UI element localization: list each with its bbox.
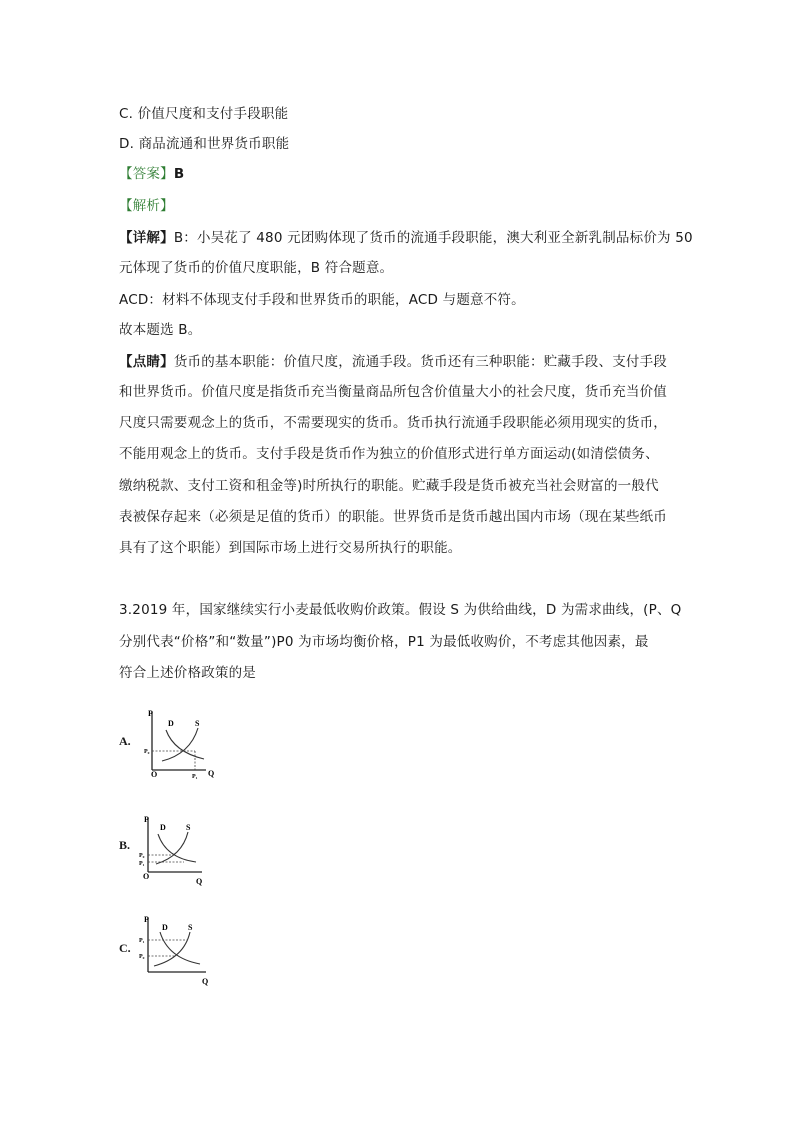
origin-label: O <box>143 872 150 881</box>
option-c-line: C. 价值尺度和支付手段职能 <box>119 106 289 122</box>
p0-label: P₀ <box>139 954 145 960</box>
p-axis-label: P <box>148 709 153 718</box>
supply-label: S <box>195 719 200 728</box>
tip-line-1 <box>119 352 667 372</box>
tip-line-4: 不能用观念上的货币。支付手段是货币作为独立的价值形式进行单方面运动(如清偿债务、 <box>119 446 659 462</box>
supply-label: S <box>188 923 193 932</box>
demand-curve <box>160 932 200 964</box>
p0-label: P₀ <box>144 749 150 755</box>
supply-curve <box>154 932 190 966</box>
tip-line-2: 和世界货币。价值尺度是指货币充当衡量商品所包含价值量大小的社会尺度，货币充当价值 <box>119 384 667 400</box>
p1-label: P₁ <box>139 861 145 867</box>
tip-text-1: 货币的基本职能：价值尺度，流通手段。货币还有三种职能：贮藏手段、支付手段 <box>173 354 668 370</box>
question-3-line-3: 符合上述价格政策的是 <box>119 665 256 681</box>
option-b-label: B. <box>119 838 131 852</box>
tip-tag: 【点睛】 <box>119 354 174 370</box>
detail-line-4: 故本题选 B。 <box>119 322 202 338</box>
q-axis-label: Q <box>202 977 209 986</box>
origin-label: O <box>151 770 158 779</box>
answer-tag: 【答案】 <box>119 166 174 182</box>
supply-label: S <box>186 823 191 832</box>
question-3-line-2: 分别代表“价格”和“数量”)P0 为市场均衡价格，P1 为最低收购价，不考虑其他因素，最 <box>119 634 649 650</box>
answer-value: B <box>173 166 185 182</box>
option-d-line: D. 商品流通和世界货币职能 <box>119 136 290 152</box>
demand-curve <box>158 834 196 862</box>
p-axis-label: P <box>144 815 149 824</box>
demand-label: D <box>168 719 174 728</box>
detail-line-2: 元体现了货币的价值尺度职能，B 符合题意。 <box>119 260 394 276</box>
detail-line-1 <box>119 228 693 248</box>
demand-label: D <box>160 823 166 832</box>
detail-line-3: ACD：材料不体现支付手段和世界货币的职能，ACD 与题意不符。 <box>119 292 525 308</box>
option-a-label: A. <box>119 734 131 748</box>
question-3-line-1: 3.2019 年，国家继续实行小麦最低收购价政策。假设 S 为供给曲线，D 为需求曲线，(P、Q <box>119 602 682 618</box>
option-c-graph <box>136 910 216 990</box>
tip-line-5: 缴纳税款、支付工资和租金等)时所执行的职能。贮藏手段是货币被充当社会财富的一般代 <box>119 478 659 494</box>
option-c-label: C. <box>119 941 131 955</box>
tip-line-6: 表被保存起来（必须是足值的货币）的职能。世界货币是货币越出国内市场（现在某些纸币 <box>119 509 667 525</box>
option-b-graph <box>136 812 216 892</box>
demand-label: D <box>162 923 168 932</box>
tip-line-3: 尺度只需要观念上的货币，不需要现实的货币。货币执行流通手段职能必须用现实的货币， <box>119 415 667 431</box>
answer-line <box>119 164 184 184</box>
option-a-graph <box>140 704 220 784</box>
q-axis-label: Q <box>196 877 203 886</box>
demand-curve <box>166 730 204 759</box>
tip-line-7: 具有了这个职能）到国际市场上进行交易所执行的职能。 <box>119 540 462 556</box>
analysis-tag: 【解析】 <box>119 198 174 214</box>
q-axis-label: Q <box>208 769 215 778</box>
detail-text-1: B：小吴花了 480 元团购体现了货币的流通手段职能，澳大利亚全新乳制品标价为 50 <box>173 230 693 246</box>
detail-tag: 【详解】 <box>119 230 174 246</box>
p-axis-label: P <box>144 915 149 924</box>
p0-label: P₀ <box>139 853 145 859</box>
p1-label: P₁ <box>192 774 198 780</box>
p1-label: P₁ <box>139 938 145 944</box>
